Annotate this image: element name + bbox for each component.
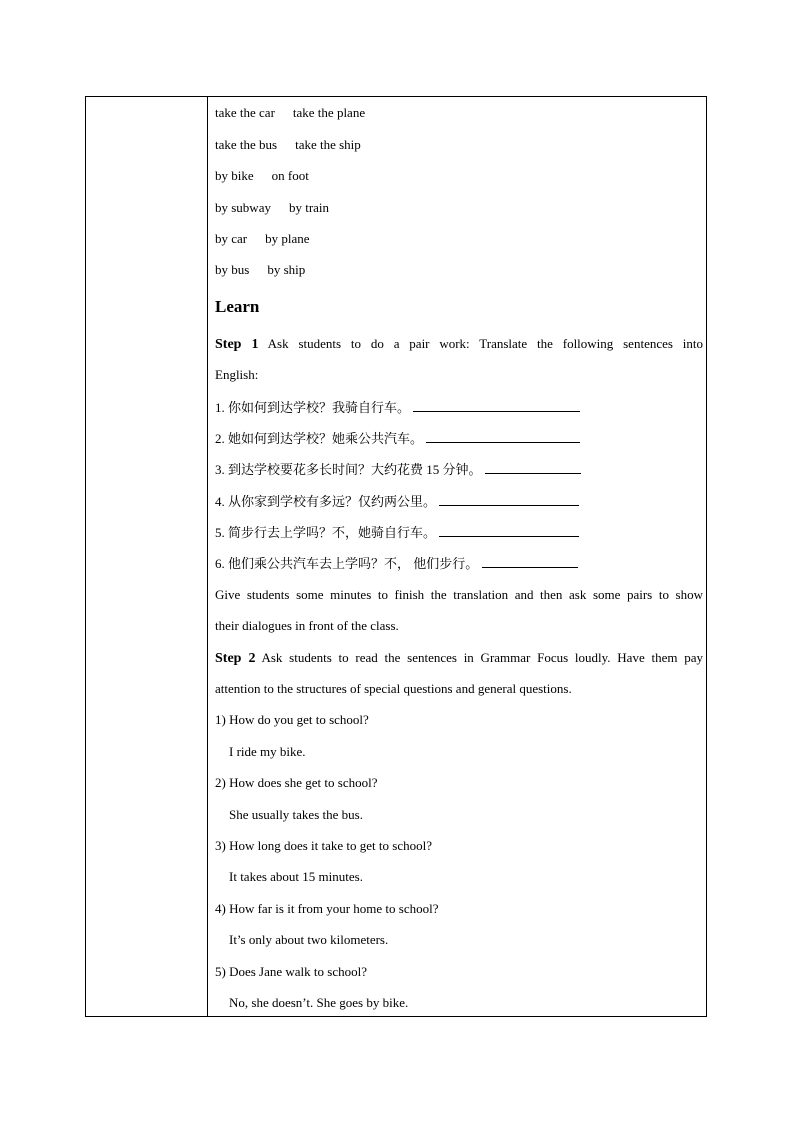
question: 4) How far is it from your home to school? <box>215 901 439 916</box>
translation-item <box>215 555 578 572</box>
vocab-term: take the ship <box>295 137 361 152</box>
answer: She usually takes the bus. <box>229 807 363 822</box>
step1-label: Step 1 <box>215 337 259 352</box>
answer-blank[interactable] <box>439 493 579 506</box>
answer: I ride my bike. <box>229 744 306 759</box>
answer: It’s only about two kilometers. <box>229 932 389 947</box>
step1-text-cont: English: <box>215 367 259 382</box>
vocab-row <box>215 200 329 216</box>
answer: It takes about 15 minutes. <box>229 869 363 884</box>
vocab-term: by train <box>288 200 330 215</box>
answer-blank[interactable] <box>485 461 581 474</box>
translation-sentence: 1. 你如何到达学校？我骑自行车。 <box>215 400 411 415</box>
translation-sentence: 6. 他们乘公共汽车去上学吗？不， 他们步行。 <box>215 556 479 571</box>
learn-heading: Learn <box>215 297 260 316</box>
step2-text: Ask students to read the sentences in Grammar Focus loudly. Have them pay <box>261 650 703 665</box>
translation-item <box>215 524 579 541</box>
step1-followup: Give students some minutes to finish the translation and then ask some pairs to show <box>215 587 703 602</box>
translation-item <box>215 461 581 478</box>
translation-item <box>215 430 580 447</box>
translation-sentence: 2. 她如何到达学校？她乘公共汽车。 <box>215 431 424 446</box>
step2-label: Step 2 <box>215 651 256 666</box>
question: 3) How long does it take to get to school? <box>215 838 432 853</box>
answer-blank[interactable] <box>482 555 578 568</box>
question: 5) Does Jane walk to school? <box>215 964 367 979</box>
vocab-term: by plane <box>265 231 310 246</box>
answer: No, she doesn’t. She goes by bike. <box>229 995 409 1010</box>
step1-followup-cont: their dialogues in front of the class. <box>215 618 399 633</box>
vocab-term: by car <box>215 231 248 246</box>
answer-blank[interactable] <box>413 399 580 412</box>
vocab-term: by bus <box>215 262 250 277</box>
translation-sentence: 5. 简步行去上学吗？不，她骑自行车。 <box>215 525 437 540</box>
vocab-row <box>215 231 310 247</box>
question: 2) How does she get to school? <box>215 775 378 790</box>
vocab-term: take the bus <box>215 137 278 152</box>
vocab-term: take the car <box>215 105 275 120</box>
vocab-row <box>215 262 305 278</box>
vocab-row <box>215 105 365 121</box>
vocab-term: take the plane <box>292 105 366 120</box>
vocab-term: by bike <box>215 168 254 183</box>
vocab-term: on foot <box>271 168 309 183</box>
vocab-term: by ship <box>267 262 306 277</box>
step2-instruction <box>215 650 703 667</box>
translation-sentence: 4. 从你家到学校有多远？仅约两公里。 <box>215 494 437 509</box>
left-column-cell <box>86 97 208 1016</box>
answer-blank[interactable] <box>426 430 580 443</box>
translation-item <box>215 493 579 510</box>
translation-item <box>215 399 580 416</box>
answer-blank[interactable] <box>439 524 579 537</box>
step1-text: Ask students to do a pair work: Translate the following sentences into <box>267 336 703 351</box>
vocab-row <box>215 137 361 153</box>
step1-instruction <box>215 336 703 353</box>
vocab-term: by subway <box>215 200 271 215</box>
question: 1) How do you get to school? <box>215 712 369 727</box>
vocab-row <box>215 168 309 184</box>
step2-text-cont: attention to the structures of special questions and general questions. <box>215 681 572 696</box>
lesson-table <box>85 96 707 1017</box>
translation-sentence: 3. 到达学校要花多长时间？大约花费 15 分钟。 <box>215 462 482 477</box>
